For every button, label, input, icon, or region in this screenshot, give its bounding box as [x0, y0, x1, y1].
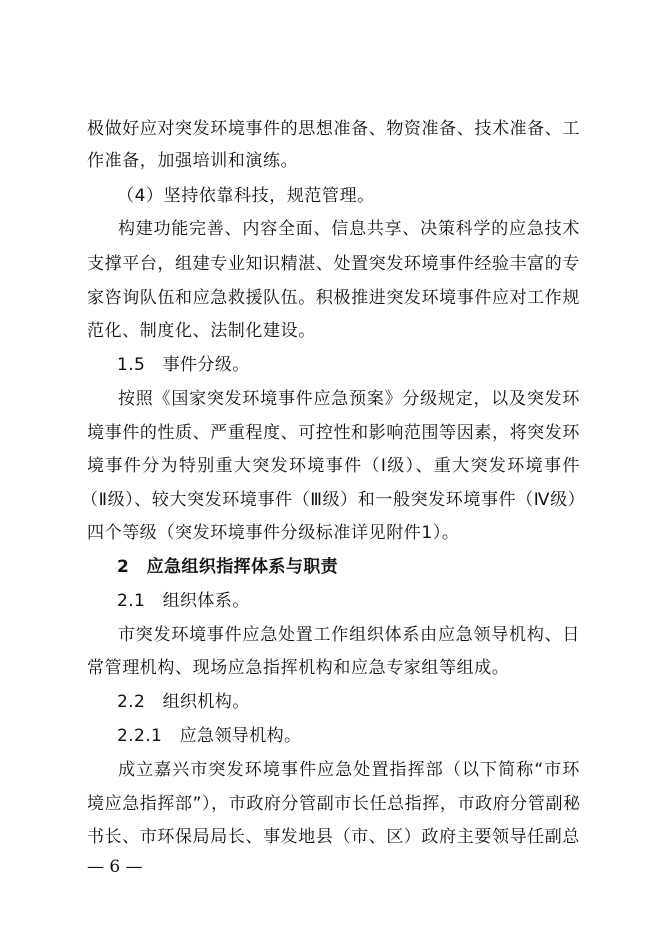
section-heading-2-2-1: 2.2.1 应急领导机构。	[117, 726, 302, 746]
body-text-line: 境事件的性质、严重程度、可控性和影响范围等因素，将突发环	[87, 423, 580, 443]
body-text-line: 常管理机构、现场应急指挥机构和应急专家组等组成。	[87, 658, 510, 678]
body-text-line: （Ⅱ级）、较大突发环境事件（Ⅲ级）和一般突发环境事件（Ⅳ级）	[81, 490, 586, 510]
body-text-line: 构建功能完善、内容全面、信息共享、决策科学的应急技术	[118, 219, 580, 239]
body-text-line: 境事件分为特别重大突发环境事件（Ⅰ级）、重大突发环境事件	[87, 456, 580, 476]
principle-heading: （4）坚持依靠科技，规范管理。	[117, 186, 375, 206]
body-text-line: 境应急指挥部”），市政府分管副市长任总指挥，市政府分管副秘	[87, 794, 581, 814]
page-number: — 6 —	[87, 857, 143, 877]
section-heading-2-1: 2.1 组织体系。	[117, 591, 250, 611]
body-text-line: 成立嘉兴市突发环境事件应急处置指挥部（以下简称“市环	[118, 760, 580, 780]
body-text-line: 范化、制度化、法制化建设。	[87, 321, 316, 341]
body-text-line: 作准备，加强培训和演练。	[87, 151, 299, 171]
body-text-line: 书长、市环保局局长、事发地县（市、区）政府主要领导任副总	[87, 827, 580, 847]
body-text-line: 市突发环境事件应急处置工作组织体系由应急领导机构、日	[118, 625, 580, 645]
section-heading-2: 2 应急组织指挥体系与职责	[117, 557, 339, 577]
body-text-line: 支撑平台，组建专业知识精湛、处置突发环境事件经验丰富的专	[87, 254, 580, 274]
section-heading-2-2: 2.2 组织机构。	[117, 692, 250, 712]
body-text-line: 家咨询队伍和应急救援队伍。积极推进突发环境事件应对工作规	[87, 288, 580, 308]
body-text-line: 按照《国家突发环境事件应急预案》分级规定，以及突发环	[118, 389, 580, 409]
body-text-line: 极做好应对突发环境事件的思想准备、物资准备、技术准备、工	[87, 119, 580, 139]
body-text-line: 四个等级（突发环境事件分级标准详见附件1）。	[87, 523, 460, 543]
section-heading-1-5: 1.5 事件分级。	[117, 355, 250, 375]
